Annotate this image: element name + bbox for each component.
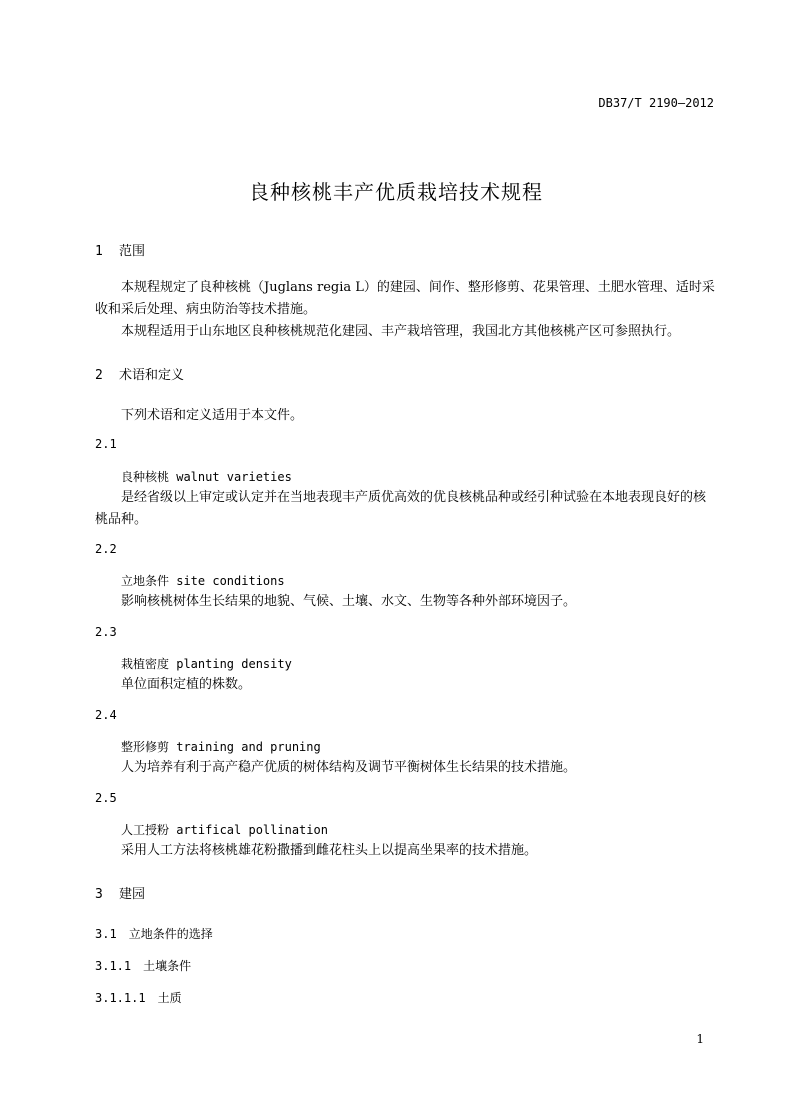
subsection-3-1-heading <box>95 925 213 942</box>
page-number: 1 <box>696 1032 704 1046</box>
section-1-number: 1 <box>95 244 103 259</box>
section-1-paragraph-2: 本规程适用于山东地区良种核桃规范化建园、丰产栽培管理，我国北方其他核桃产区可参照执行。 <box>121 324 681 339</box>
section-3-title: 建园 <box>119 887 146 902</box>
term-title: 整形修剪 training and pruning <box>121 740 321 754</box>
section-2-intro: 下列术语和定义适用于本文件。 <box>121 408 304 423</box>
term-number: 2.2 <box>95 542 117 556</box>
subsection-3-1-1-1-title: 土质 <box>157 991 182 1005</box>
section-2-number: 2 <box>95 368 103 383</box>
section-1-title: 范围 <box>119 244 146 259</box>
term-definition: 单位面积定植的株数。 <box>121 677 252 692</box>
section-3-heading <box>95 883 145 902</box>
section-2-heading <box>95 364 184 383</box>
term-number: 2.4 <box>95 708 117 722</box>
subsection-3-1-title: 立地条件的选择 <box>128 927 213 941</box>
section-1-paragraph-1: 本规程规定了良种核桃（Juglans regia L）的建园、间作、整形修剪、花果管理、土肥水管理、适时采收和采后处理、病虫防治等技术措施。 <box>95 280 715 317</box>
term-number: 2.5 <box>95 791 117 805</box>
term-definition: 影响核桃树体生长结果的地貌、气候、土壤、水文、生物等各种外部环境因子。 <box>121 594 577 609</box>
term-title: 良种核桃 walnut varieties <box>121 470 292 484</box>
term-number: 2.1 <box>95 437 117 451</box>
section-1-heading <box>95 240 145 259</box>
document-title: 良种核桃丰产优质栽培技术规程 <box>249 180 543 204</box>
term-definition: 采用人工方法将核桃雄花粉撒播到雌花柱头上以提高坐果率的技术措施。 <box>121 843 538 858</box>
subsection-3-1-1-1-heading <box>95 989 182 1006</box>
subsection-3-1-1-title: 土壤条件 <box>143 959 192 973</box>
term-title: 立地条件 site conditions <box>121 574 285 588</box>
term-definition: 人为培养有利于高产稳产优质的树体结构及调节平衡树体生长结果的技术措施。 <box>121 760 577 775</box>
term-title: 栽植密度 planting density <box>121 657 292 671</box>
section-3-number: 3 <box>95 887 103 902</box>
subsection-3-1-1-number: 3.1.1 <box>95 959 132 973</box>
section-2-title: 术语和定义 <box>119 368 185 383</box>
term-title: 人工授粉 artifical pollination <box>121 823 328 837</box>
term-definition: 是经省级以上审定或认定并在当地表现丰产质优高效的优良核桃品种或经引种试验在本地表现良好的核桃品种。 <box>95 490 707 527</box>
subsection-3-1-1-1-number: 3.1.1.1 <box>95 991 146 1005</box>
standard-code: DB37/T 2190—2012 <box>598 96 714 110</box>
term-number: 2.3 <box>95 625 117 639</box>
subsection-3-1-1-heading <box>95 957 191 974</box>
subsection-3-1-number: 3.1 <box>95 927 117 941</box>
